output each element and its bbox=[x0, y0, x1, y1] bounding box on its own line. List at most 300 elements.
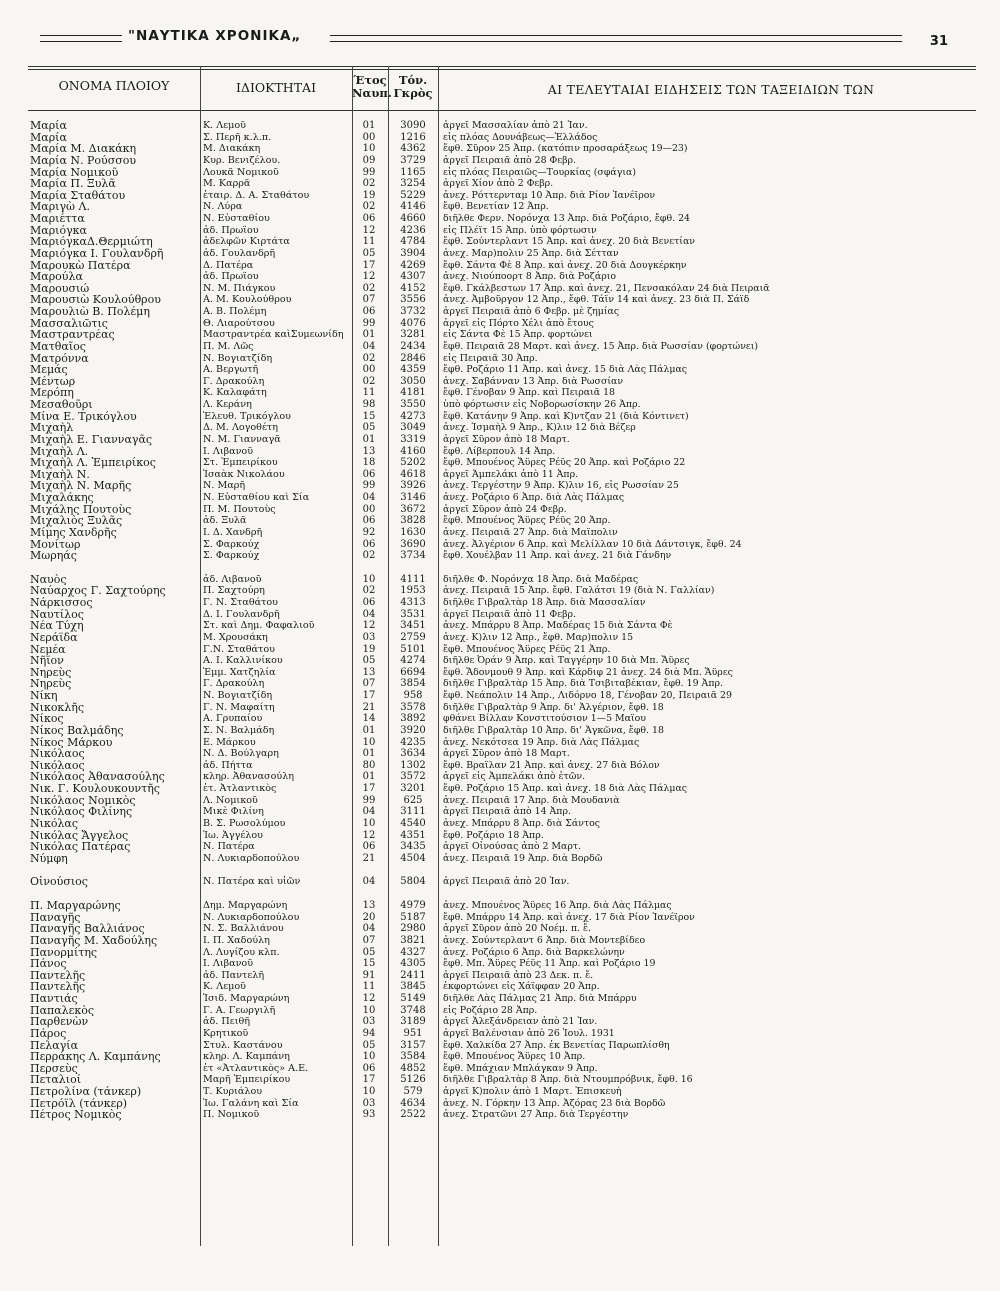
year-built-cell: 12 bbox=[362, 271, 376, 283]
header-tons-line1: Τόν. bbox=[398, 73, 428, 87]
owner-cell: ἀδελφῶν Κιρτάτα bbox=[203, 236, 290, 248]
table-row bbox=[28, 434, 976, 446]
ship-name-cell: Μαρουκὼ Πατέρα bbox=[30, 259, 131, 272]
tonnage-cell: 4236 bbox=[400, 224, 426, 236]
tonnage-cell: 3854 bbox=[400, 678, 426, 690]
ship-name-cell: Νῆϊον bbox=[30, 655, 64, 667]
table-row bbox=[28, 1005, 976, 1017]
table-row bbox=[28, 480, 976, 492]
year-built-cell: 17 bbox=[362, 259, 376, 271]
owner-cell: Π. Νομικοῦ bbox=[203, 1109, 260, 1121]
owner-cell: Π. Μ. Πουτοὺς bbox=[203, 503, 276, 515]
table-row bbox=[28, 947, 976, 959]
voyage-news-cell: διῆλθε Λὰς Πάλμας 21 Ἀπρ. διὰ Μπάρρυ bbox=[443, 993, 637, 1004]
voyage-news-cell: διῆλθε Γιβραλτὰρ 15 Ἀπρ. διὰ Τσιβιταβέκιαν, ἔφθ. 19 Ἀπρ. bbox=[443, 678, 723, 690]
voyage-news-cell: διῆλθε Γιβραλτὰρ 18 Ἀπρ. διὰ Μασσαλίαν bbox=[443, 597, 646, 608]
owner-cell: Ι. Λιβανοῦ bbox=[203, 958, 254, 970]
tonnage-cell: 2434 bbox=[400, 340, 426, 352]
voyage-news-cell: ἀργεῖ Οἰνούσας ἀπὸ 2 Μαρτ. bbox=[443, 841, 581, 853]
ship-name-cell: Παπαλεκὸς bbox=[30, 1004, 95, 1017]
ship-name-cell: Μαρουσιὼ Κουλούθρου bbox=[30, 294, 161, 306]
table-row bbox=[28, 585, 976, 597]
voyage-news-cell: ἔφθ. Σάντα Φὲ 8 Ἀπρ. καὶ ἀνεχ. 20 διὰ Δουγκέρκην bbox=[443, 259, 687, 271]
table-row bbox=[28, 981, 976, 993]
year-built-cell: 10 bbox=[362, 573, 376, 585]
voyage-news-cell: ἔφθ. Ροζάριο 18 Ἀπρ. bbox=[443, 829, 544, 841]
voyage-news-cell: εἰς Ροζάριο 28 Ἀπρ. bbox=[443, 1004, 538, 1016]
table-row bbox=[28, 806, 976, 818]
voyage-news-cell: ἀνεχ. Μπάρρυ 8 Ἀπρ. διὰ Σάντος bbox=[443, 817, 601, 829]
owner-cell: Ν. Εὐσταθίου bbox=[203, 213, 270, 224]
voyage-news-cell: ἀνεχ. Νιούποορτ 8 Ἀπρ. διὰ Ροζάριο bbox=[443, 271, 617, 283]
ship-name-cell: Μαρία Ν. Ρούσσου bbox=[30, 154, 137, 167]
year-built-cell: 07 bbox=[362, 678, 376, 690]
tonnage-cell: 4181 bbox=[400, 387, 426, 399]
table-row bbox=[28, 190, 976, 202]
section-gap bbox=[28, 888, 976, 900]
year-built-cell: 99 bbox=[362, 480, 376, 492]
tonnage-cell: 2980 bbox=[400, 923, 426, 935]
tonnage-cell: 1630 bbox=[400, 526, 426, 538]
ship-name-cell: Πανορμίτης bbox=[30, 946, 98, 959]
year-built-cell: 06 bbox=[362, 515, 376, 527]
tonnage-cell: 958 bbox=[403, 690, 423, 701]
owner-cell: Μαρῆ Ἐμπειρίκου bbox=[203, 1074, 291, 1086]
table-row bbox=[28, 725, 976, 737]
voyage-news-cell: ἔφθ. Γκάλβεστων 17 Ἀπρ. καὶ ἀνεχ. 21, Πενσακόλαν 24 διὰ Πειραιᾶ bbox=[443, 282, 770, 294]
voyage-news-cell: ἀργεῖ εἰς Ἀμπελάκι ἀπὸ ἐτῶν. bbox=[443, 771, 586, 783]
tonnage-cell: 3146 bbox=[400, 492, 426, 503]
owner-cell: Α. Ι. Καλλινίκου bbox=[203, 655, 283, 667]
voyage-news-cell: ἀργεῖ Σῦρον ἀπὸ 18 Μαρτ. bbox=[443, 748, 570, 760]
table-row bbox=[28, 912, 976, 924]
table-row bbox=[28, 1016, 976, 1028]
table-row bbox=[28, 748, 976, 760]
year-built-cell: 12 bbox=[362, 829, 376, 841]
year-built-cell: 12 bbox=[362, 224, 376, 236]
year-built-cell: 10 bbox=[362, 1086, 376, 1097]
owner-cell: Ν. Εὐσταθίου καὶ Σία bbox=[203, 492, 310, 503]
ship-name-cell: Μερόπη bbox=[30, 387, 74, 399]
owner-cell: Θ. Λιαρούτσου bbox=[203, 317, 275, 329]
ship-name-cell: Μιχαὴλ Λ. bbox=[30, 445, 89, 458]
year-built-cell: 00 bbox=[362, 131, 376, 143]
table-row bbox=[28, 1063, 976, 1075]
tonnage-cell: 2522 bbox=[400, 1109, 426, 1121]
ship-name-cell: Νικόλαος Ἀθανασούλης bbox=[30, 771, 165, 783]
voyage-news-cell: ἀργεῖ Πειραιᾶ ἀπὸ 23 Δεκ. π. ἔ. bbox=[443, 969, 594, 981]
ship-name-cell: Μονίτωρ bbox=[30, 538, 81, 551]
tonnage-cell: 4504 bbox=[400, 852, 426, 864]
year-built-cell: 05 bbox=[362, 422, 376, 434]
ship-name-cell: Παντελῆς bbox=[30, 981, 86, 993]
table-row bbox=[28, 597, 976, 609]
head-rule-left bbox=[40, 35, 122, 42]
voyage-news-cell: ἀνεχ. Ν. Γόρκην 13 Ἀπρ. Ἀζόρας 23 διὰ Βορδῶ bbox=[443, 1097, 666, 1109]
owner-cell: Ἰω. Γαλάνη καὶ Σία bbox=[203, 1097, 299, 1109]
tonnage-cell: 3049 bbox=[400, 422, 426, 434]
table-row bbox=[28, 341, 976, 353]
voyage-news-cell: ἀνεχ. Ροζάριο 6 Ἀπρ. διὰ Λὰς Πάλμας bbox=[443, 492, 625, 503]
ship-name-cell: Μιχαὴλ Λ. Ἐμπειρίκος bbox=[30, 457, 156, 469]
owner-cell: Γ. Ν. Σταθάτου bbox=[203, 597, 278, 608]
tonnage-cell: 3556 bbox=[400, 294, 426, 306]
tonnage-cell: 2759 bbox=[400, 631, 426, 643]
voyage-news-cell: ἔφθ. Ροζάριο 11 Ἀπρ. καὶ ἀνεχ. 15 διὰ Λὰς Πάλμας bbox=[443, 364, 688, 376]
header-bottom-rule bbox=[28, 110, 976, 111]
owner-cell: Δ. Πατέρα bbox=[203, 259, 254, 271]
running-head bbox=[40, 26, 912, 48]
owner-cell: Γ. Ν. Μαφαίτη bbox=[203, 701, 275, 713]
tonnage-cell: 3189 bbox=[400, 1016, 426, 1028]
year-built-cell: 20 bbox=[362, 911, 376, 923]
tonnage-cell: 3892 bbox=[400, 713, 426, 725]
table-row bbox=[28, 655, 976, 667]
owner-cell: Μ. Καρρᾶ bbox=[203, 178, 251, 190]
owner-cell: Β. Σ. Ρωσολύμου bbox=[203, 817, 286, 829]
year-built-cell: 03 bbox=[362, 1097, 376, 1109]
owner-cell: Π. Σαχτούρη bbox=[203, 585, 265, 597]
table-row bbox=[28, 539, 976, 551]
year-built-cell: 10 bbox=[362, 817, 376, 829]
voyage-news-cell: ἀνεχ. Κ)λιν 12 Ἀπρ., ἔφθ. Μαρ)πολιν 15 bbox=[443, 631, 634, 643]
voyage-news-cell: ἔφθ. Μπάχιαν Μπλάγκαν 9 Ἀπρ. bbox=[443, 1062, 598, 1074]
table-row bbox=[28, 260, 976, 272]
owner-cell: Ν. Δ. Βούλγαρη bbox=[203, 748, 279, 760]
voyage-news-cell: ἀνεχ. Μπάρρυ 8 Ἀπρ. Μαδέρας 15 διὰ Σάντα Φὲ bbox=[443, 620, 673, 632]
voyage-news-cell: ἀνεχ. Νεκότσεα 19 Ἀπρ. διὰ Λὰς Πάλμας bbox=[443, 736, 640, 748]
table-row bbox=[28, 399, 976, 411]
year-built-cell: 02 bbox=[362, 585, 376, 597]
head-rule-right bbox=[330, 35, 902, 42]
tonnage-cell: 4076 bbox=[400, 317, 426, 329]
owner-cell: ἀδ. Λιβανοῦ bbox=[203, 573, 262, 585]
tonnage-cell: 4111 bbox=[400, 573, 426, 585]
owner-cell: Σ. Φαρκούχ bbox=[203, 538, 260, 550]
ship-name-cell: Νικόλαος Φιλίνης bbox=[30, 806, 133, 818]
table-row bbox=[28, 609, 976, 621]
ship-name-cell: Πεταλιοί bbox=[30, 1074, 82, 1086]
year-built-cell: 09 bbox=[362, 154, 376, 166]
table-row bbox=[28, 574, 976, 586]
owner-cell: Ν. Σ. Βαλλιάνου bbox=[203, 923, 284, 935]
owner-cell: Κ. Καλαφάτη bbox=[203, 387, 267, 399]
voyage-news-cell: ἔφθ. Βραΐλαν 21 Ἀπρ. καὶ ἀνεχ. 27 διὰ Βόλον bbox=[443, 759, 660, 771]
ship-name-cell: Ναυτίλος bbox=[30, 608, 84, 621]
voyage-news-cell: διῆλθε Φερν. Νορόνχα 13 Ἀπρ. διὰ Ροζάριο, ἔφθ. 24 bbox=[443, 213, 690, 224]
voyage-news-cell: ἀργεῖ Πειραιᾶ ἀπὸ 14 Ἀπρ. bbox=[443, 806, 571, 818]
ship-name-cell: Νίκος bbox=[30, 713, 64, 725]
owner-cell: Ν. Λύρα bbox=[203, 201, 243, 213]
voyage-news-cell: ἀνεχ. Ἰσμαὴλ 9 Ἀπρ., Κ)λιν 12 διὰ Βέζερ bbox=[443, 422, 636, 434]
tonnage-cell: 4273 bbox=[400, 410, 426, 422]
voyage-news-cell: ἀνεχ. Πειραιᾶ 15 Ἀπρ. ἔφθ. Γαλάτσι 19 (διὰ Ν. Γαλλίαν) bbox=[443, 585, 715, 597]
header-year-line1: Έτος bbox=[353, 73, 387, 87]
table-row bbox=[28, 329, 976, 341]
owner-cell: Γ. Δρακούλη bbox=[203, 375, 265, 387]
owner-cell: Σ. Ν. Βαλμάδη bbox=[203, 724, 275, 736]
tonnage-cell: 5202 bbox=[400, 457, 426, 469]
year-built-cell: 00 bbox=[362, 503, 376, 515]
year-built-cell: 03 bbox=[362, 1016, 376, 1028]
ship-name-cell: Πετρόϊλ (τάνκερ) bbox=[30, 1097, 128, 1110]
voyage-news-cell: ἔφθ. Μπ. Ἄϋρες Ρέϋς 11 Ἀπρ. καὶ Ροζάριο 19 bbox=[443, 958, 656, 970]
voyage-news-cell: ἔφθ. Κατάνην 9 Ἀπρ. καὶ Κ)ντζαν 21 (διὰ Κόντινετ) bbox=[443, 410, 689, 422]
voyage-news-cell: ἔφθ. Νεάπολιν 14 Ἀπρ., Λιδόρνο 18, Γένοβαν 20, Πειραιᾶ 29 bbox=[443, 690, 732, 701]
tonnage-cell: 3572 bbox=[400, 771, 426, 783]
owner-cell: Ε. Μάρκου bbox=[203, 736, 256, 748]
year-built-cell: 99 bbox=[362, 794, 376, 806]
table-row bbox=[28, 364, 976, 376]
table-row bbox=[28, 1028, 976, 1040]
tonnage-cell: 3821 bbox=[400, 934, 426, 946]
table-row bbox=[28, 201, 976, 213]
owner-cell: Ἐμμ. Χατζηλία bbox=[203, 666, 276, 678]
tonnage-cell: 5101 bbox=[400, 643, 426, 655]
table-row bbox=[28, 527, 976, 539]
year-built-cell: 10 bbox=[362, 143, 376, 155]
voyage-news-cell: ἀργεῖ Σῦρον ἀπὸ 18 Μαρτ. bbox=[443, 433, 570, 445]
owner-cell: Σ. Περῆ κ.λ.π. bbox=[203, 131, 272, 143]
voyage-news-cell: ἀργεῖ Πειραιᾶ ἀπὸ 6 Φεβρ. μὲ ζημίας bbox=[443, 306, 620, 317]
year-built-cell: 01 bbox=[362, 120, 376, 131]
year-built-cell: 01 bbox=[362, 433, 376, 445]
voyage-news-cell: ἐκφορτώνει εἰς Χάϊφφαν 20 Ἀπρ. bbox=[443, 981, 600, 993]
voyage-news-cell: ἀργεῖ Μασσαλίαν ἀπὸ 21 Ἰαν. bbox=[443, 120, 588, 131]
table-body bbox=[28, 120, 976, 1121]
voyage-news-cell: διῆλθε Γιβραλτὰρ 10 Ἀπρ. δι' Ἀγκῶνα, ἔφθ. 18 bbox=[443, 724, 664, 736]
tonnage-cell: 4274 bbox=[400, 655, 426, 667]
table-row bbox=[28, 120, 976, 132]
tonnage-cell: 4852 bbox=[400, 1062, 426, 1074]
year-built-cell: 19 bbox=[362, 189, 376, 201]
table-row bbox=[28, 667, 976, 679]
year-built-cell: 10 bbox=[362, 736, 376, 748]
tonnage-cell: 3254 bbox=[400, 178, 426, 190]
owner-cell: Ἰω. Ἀγγέλου bbox=[203, 829, 263, 841]
tonnage-cell: 4784 bbox=[400, 236, 426, 248]
ship-name-cell: Μαριόγκα Ι. Γουλανδρῆ bbox=[30, 247, 164, 260]
voyage-news-cell: ἔφθ. Μπάρρυ 14 Ἀπρ. καὶ ἀνεχ. 17 διὰ Ρίον Ἰανέϊρον bbox=[443, 911, 695, 923]
ship-name-cell: Νίκη bbox=[30, 690, 58, 702]
ship-name-cell: Νικόλας Ἄγγελος bbox=[30, 829, 129, 842]
table-row bbox=[28, 900, 976, 912]
tonnage-cell: 3904 bbox=[400, 247, 426, 259]
tonnage-cell: 6694 bbox=[400, 666, 426, 678]
voyage-news-cell: διῆλθε Γιβραλτὰρ 8 Ἀπρ. διὰ Ντουμπρόβνικ, ἔφθ. 16 bbox=[443, 1074, 693, 1086]
table-row bbox=[28, 155, 976, 167]
voyage-news-cell: ἀνεχ. Ἀλγέριον 6 Ἀπρ. καὶ Μελίλλαν 10 διὰ Δάντσιγκ, ἔφθ. 24 bbox=[443, 538, 742, 550]
table-row bbox=[28, 841, 976, 853]
owner-cell: Α. Γρυπαίου bbox=[203, 713, 263, 725]
voyage-news-cell: ἀνεχ. Στρατῶνι 27 Ἀπρ. διὰ Τεργέστην bbox=[443, 1109, 629, 1121]
voyage-news-cell: ἔφθ. Χαλκίδα 27 Ἀπρ. ἐκ Βενετίας Παρωπλίσθη bbox=[443, 1039, 670, 1051]
voyage-news-cell: ἔφθ. Γένοβαν 9 Ἀπρ. καὶ Πειραιᾶ 18 bbox=[443, 387, 615, 399]
year-built-cell: 92 bbox=[362, 526, 376, 538]
ship-name-cell: Μαρουλιὼ Β. Πολέμη bbox=[30, 306, 150, 318]
table-row bbox=[28, 760, 976, 772]
year-built-cell: 21 bbox=[362, 852, 376, 864]
year-built-cell: 94 bbox=[362, 1027, 376, 1039]
table-row bbox=[28, 1109, 976, 1121]
tonnage-cell: 3090 bbox=[400, 120, 426, 131]
ship-name-cell: Περσεὺς bbox=[30, 1062, 78, 1075]
voyage-news-cell: εἰς Σάντα Φὲ 15 Ἀπρ. φορτώνει bbox=[443, 329, 593, 341]
year-built-cell: 11 bbox=[362, 236, 376, 248]
year-built-cell: 21 bbox=[362, 701, 376, 713]
year-built-cell: 15 bbox=[362, 410, 376, 422]
ship-name-cell: Παντιάς bbox=[30, 993, 78, 1005]
ship-name-cell: Μεσαθοῦρι bbox=[30, 399, 93, 411]
tonnage-cell: 3435 bbox=[400, 841, 426, 853]
year-built-cell: 04 bbox=[362, 608, 376, 620]
owner-cell: Κ. Λεμοῦ bbox=[203, 981, 247, 993]
ship-name-cell: Νεμέα bbox=[30, 643, 66, 656]
table-row bbox=[28, 713, 976, 725]
year-built-cell: 17 bbox=[362, 1074, 376, 1086]
table-row bbox=[28, 248, 976, 260]
year-built-cell: 06 bbox=[362, 1062, 376, 1074]
year-built-cell: 07 bbox=[362, 934, 376, 946]
ship-name-cell: Μαριόγκα bbox=[30, 224, 87, 237]
owner-cell: ἀδ. Πήττα bbox=[203, 759, 253, 771]
header-tons-line2: Γκρὸς bbox=[393, 86, 433, 100]
tonnage-cell: 3926 bbox=[400, 480, 426, 492]
owner-cell: ἀδ. Πρωΐου bbox=[203, 271, 259, 283]
tonnage-cell: 4235 bbox=[400, 736, 426, 748]
owner-cell: ἀδ. Παντελῆ bbox=[203, 969, 265, 981]
ship-name-cell: Μαρία Νομικοῦ bbox=[30, 166, 119, 179]
voyage-news-cell: διῆλθε Ὀράν 9 Ἀπρ. καὶ Ταγγέρην 10 διὰ Μπ. Ἄϋρες bbox=[443, 655, 690, 667]
voyage-news-cell: ἀργεῖ Ἀλεξάνδρειαν ἀπὸ 21 Ἰαν. bbox=[443, 1016, 598, 1028]
year-built-cell: 02 bbox=[362, 375, 376, 387]
owner-cell: Γ. Δρακούλη bbox=[203, 678, 265, 690]
owner-cell: κληρ. Λ. Καμπάνη bbox=[203, 1051, 290, 1063]
ship-name-cell: Πελαγία bbox=[30, 1039, 79, 1052]
voyage-news-cell: διῆλθε Γιβραλτὰρ 9 Ἀπρ. δι' Ἀλγέριον, ἔφθ. 18 bbox=[443, 701, 664, 713]
tonnage-cell: 1953 bbox=[400, 585, 426, 597]
voyage-news-cell: ἔφθ. Βενετίαν 12 Ἀπρ. bbox=[443, 201, 549, 213]
section-gap bbox=[28, 864, 976, 876]
table-row bbox=[28, 1074, 976, 1086]
owner-cell: Π. Μ. Λῶς bbox=[203, 340, 254, 352]
year-built-cell: 05 bbox=[362, 1039, 376, 1051]
table-row bbox=[28, 993, 976, 1005]
tonnage-cell: 4146 bbox=[400, 201, 426, 213]
ship-name-cell: Νύμφη bbox=[30, 852, 68, 865]
year-built-cell: 07 bbox=[362, 294, 376, 306]
owner-cell: Ἰσαὰκ Νικολάου bbox=[203, 468, 285, 480]
table-row bbox=[28, 446, 976, 458]
table-row bbox=[28, 492, 976, 504]
table-row bbox=[28, 387, 976, 399]
year-built-cell: 06 bbox=[362, 213, 376, 224]
owner-cell: Ν. Μ. Γιανναγᾶ bbox=[203, 433, 281, 445]
voyage-news-cell: ἔφθ. Σῦρον 25 Ἀπρ. (κατόπιν προσαράξεως 19—23) bbox=[443, 143, 688, 155]
header-ship-name: ΟΝΟΜΑ ΠΛΟΙΟΥ bbox=[58, 78, 170, 93]
ship-name-cell: Μαρία Π. Ξυλᾶ bbox=[30, 178, 116, 190]
ship-name-cell: Μεμάς bbox=[30, 364, 68, 376]
voyage-news-cell: ἀργεῖ εἰς Πόρτο Χέλι ἀπὸ ἔτους bbox=[443, 317, 594, 329]
table-row bbox=[28, 690, 976, 702]
header-year-line2: Ναυπ. bbox=[352, 86, 392, 100]
owner-cell: Ν. Λυκιαρδοπούλου bbox=[203, 852, 300, 864]
tonnage-cell: 4660 bbox=[400, 213, 426, 224]
table-row bbox=[28, 283, 976, 295]
voyage-news-cell: ἀργεῖ Κ)πολιν ἀπὸ 1 Μαρτ. Ἐπισκευὴ bbox=[443, 1086, 622, 1097]
year-built-cell: 13 bbox=[362, 900, 376, 911]
year-built-cell: 04 bbox=[362, 806, 376, 818]
table-row bbox=[28, 958, 976, 970]
table-row bbox=[28, 411, 976, 423]
ship-name-cell: Παναγῆς bbox=[30, 911, 81, 924]
tonnage-cell: 3584 bbox=[400, 1051, 426, 1063]
voyage-news-cell: ἔφθ. Μπουένος Ἄϋρες Ρέϋς 20 Ἀπρ. καὶ Ροζάριο 22 bbox=[443, 457, 686, 469]
ship-name-cell: Νικ. Γ. Κουλουκουντῆς bbox=[30, 783, 160, 795]
year-built-cell: 14 bbox=[362, 713, 376, 725]
table-row bbox=[28, 132, 976, 144]
voyage-news-cell: ἀνεχ. Ρόττερνταμ 10 Ἀπρ. διὰ Ρίον Ἰανέϊρον bbox=[443, 189, 656, 201]
tonnage-cell: 4540 bbox=[400, 817, 426, 829]
voyage-news-cell: ἔφθ. Πειραιᾶ 28 Μαρτ. καὶ ἀνεχ. 15 Ἀπρ. διὰ Ρωσσίαν (φορτώνει) bbox=[443, 340, 759, 352]
voyage-news-cell: ἀργεῖ Σῦρον ἀπὸ 20 Νοέμ. π. ἔ. bbox=[443, 923, 592, 935]
ship-name-cell: Ματρόννα bbox=[30, 352, 89, 365]
owner-cell: ἑταιρ. Δ. Α. Σταθάτου bbox=[203, 189, 310, 201]
table-row bbox=[28, 818, 976, 830]
ship-name-cell: Νηρεὺς bbox=[30, 666, 72, 679]
table-row bbox=[28, 457, 976, 469]
table-row bbox=[28, 236, 976, 248]
section-gap bbox=[28, 562, 976, 574]
tonnage-cell: 3729 bbox=[400, 154, 426, 166]
tonnage-cell: 3319 bbox=[400, 433, 426, 445]
owner-cell: Ι. Λιβανοῦ bbox=[203, 445, 254, 457]
owner-cell: Ν. Πατέρα bbox=[203, 841, 255, 853]
tonnage-cell: 5149 bbox=[400, 993, 426, 1004]
ship-name-cell: Παναγῆς Μ. Χαδούλης bbox=[30, 934, 158, 947]
table-top-rule-2 bbox=[28, 69, 976, 70]
table-top-rule bbox=[28, 66, 976, 67]
owner-cell: Ν. Βογιατζίδη bbox=[203, 352, 273, 364]
table-row bbox=[28, 353, 976, 365]
tonnage-cell: 4313 bbox=[400, 597, 426, 608]
ship-name-cell: Μιχαὴλ Ν. Μαρῆς bbox=[30, 480, 132, 492]
voyage-news-cell: ἀνεχ. Ροζάριο 6 Ἀπρ. διὰ Βαρκελώνην bbox=[443, 946, 625, 958]
table-row bbox=[28, 143, 976, 155]
ship-name-cell: Μίνα Ε. Τρικόγλου bbox=[30, 410, 137, 423]
year-built-cell: 99 bbox=[362, 317, 376, 329]
ship-name-cell: Μαρία bbox=[30, 131, 67, 144]
owner-cell: Ν. Λυκιαρδοπούλου bbox=[203, 911, 300, 923]
tonnage-cell: 5229 bbox=[400, 189, 426, 201]
table-row bbox=[28, 935, 976, 947]
table-row bbox=[28, 923, 976, 935]
ship-name-cell: Μαρία Μ. Διακάκη bbox=[30, 143, 137, 155]
ship-name-cell: Νίκος Βαλμάδης bbox=[30, 724, 124, 737]
table-row bbox=[28, 795, 976, 807]
voyage-news-cell: ἀργεῖ Πειραιᾶ ἀπὸ 28 Φεβρ. bbox=[443, 154, 576, 166]
tonnage-cell: 4269 bbox=[400, 259, 426, 271]
tonnage-cell: 5804 bbox=[400, 876, 426, 888]
table-row bbox=[28, 306, 976, 318]
ship-name-cell: Μιχαὴλ Ε. Γιανναγᾶς bbox=[30, 433, 153, 446]
tonnage-cell: 4351 bbox=[400, 829, 426, 841]
tonnage-cell: 4160 bbox=[400, 445, 426, 457]
owner-cell: Κυρ. Βενιζέλου. bbox=[203, 154, 281, 166]
ship-name-cell: Νάρκισσος bbox=[30, 597, 93, 609]
table-row bbox=[28, 620, 976, 632]
ship-name-cell: Μαρία Σταθάτου bbox=[30, 189, 126, 202]
